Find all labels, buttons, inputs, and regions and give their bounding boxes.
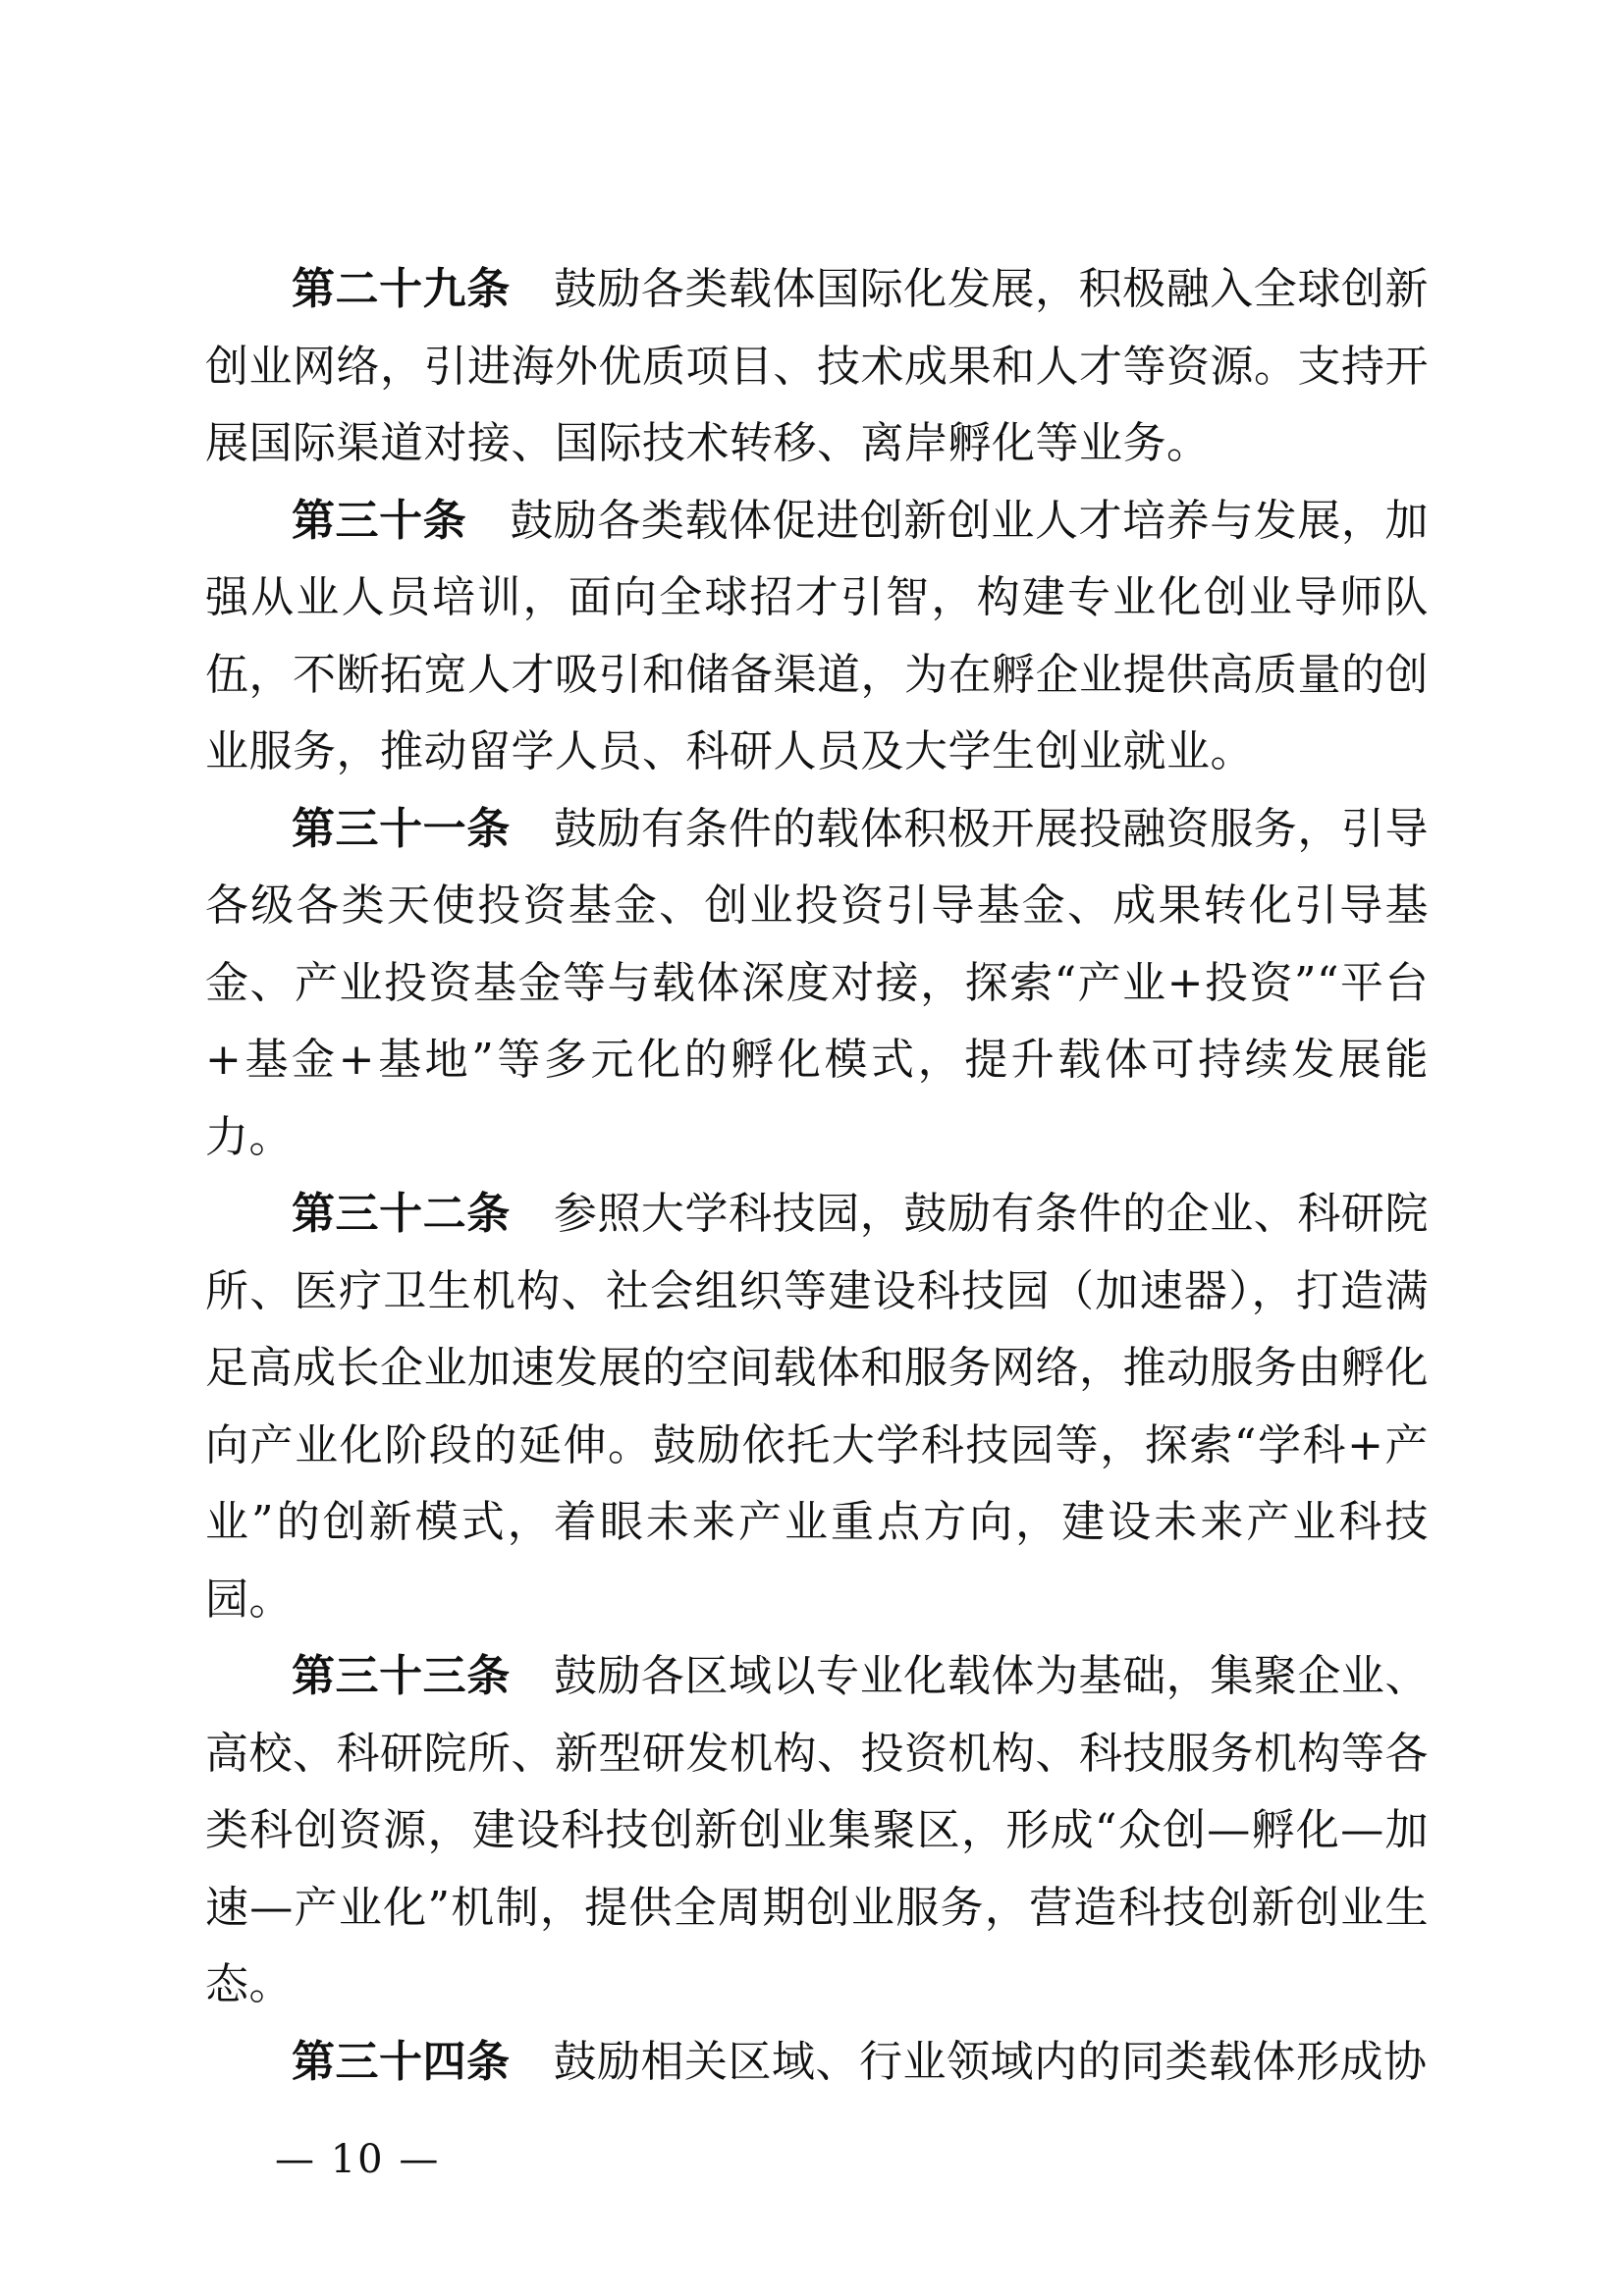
article-text: 鼓励相关区域、行业领域内的同类载体形成协: [553, 2036, 1428, 2087]
article-title: 第三十三条: [292, 1651, 511, 1701]
article-text: 参照大学科技园，鼓励有条件的企业、科研院所、医疗卫生机构、社会组织等建设科技园（加速器），打造满足高成长企业加速发展的空间载体和服务网络，推动服务由孵化向产业化阶段的延伸。鼓励依托大学科技园等，探索“学科+产业”的创新模式，着眼未来产业重点方向，建设未来产业科技园。: [205, 1189, 1429, 1625]
article-29: [205, 251, 1429, 483]
article-title: 第二十九条: [292, 264, 511, 314]
article-30: [205, 483, 1429, 791]
article-text: 鼓励各类载体促进创新创业人才培养与发展，加强从业人员培训，面向全球招才引智，构建专业化创业导师队伍，不断拓宽人才吸引和储备渠道，为在孵企业提供高质量的创业服务，推动留学人员、科研人员及大学生创业就业。: [205, 495, 1429, 776]
article-34: [205, 2024, 1429, 2102]
article-text: 鼓励有条件的载体积极开展投融资服务，引导各级各类天使投资基金、创业投资引导基金、成果转化引导基金、产业投资基金等与载体深度对接，探索“产业+投资”“平台+基金+基地”等多元化的孵化模式，提升载体可持续发展能力。: [205, 803, 1429, 1162]
article-title: 第三十二条: [292, 1189, 511, 1239]
page-number: — 10 —: [275, 2137, 441, 2182]
article-33: [205, 1638, 1429, 2024]
article-title: 第三十四条: [292, 2036, 511, 2087]
article-title: 第三十一条: [292, 803, 511, 854]
article-text: 鼓励各类载体国际化发展，积极融入全球创新创业网络，引进海外优质项目、技术成果和人才等资源。支持开展国际渠道对接、国际技术转移、离岸孵化等业务。: [205, 264, 1429, 468]
article-31: [205, 791, 1429, 1177]
article-32: [205, 1176, 1429, 1638]
article-text: 鼓励各区域以专业化载体为基础，集聚企业、高校、科研院所、新型研发机构、投资机构、科技服务机构等各类科创资源，建设科技创新创业集聚区，形成“众创—孵化—加速—产业化”机制，提供全周期创业服务，营造科技创新创业生态。: [205, 1651, 1429, 2009]
document-body: [205, 251, 1429, 2101]
article-title: 第三十条: [292, 495, 467, 546]
